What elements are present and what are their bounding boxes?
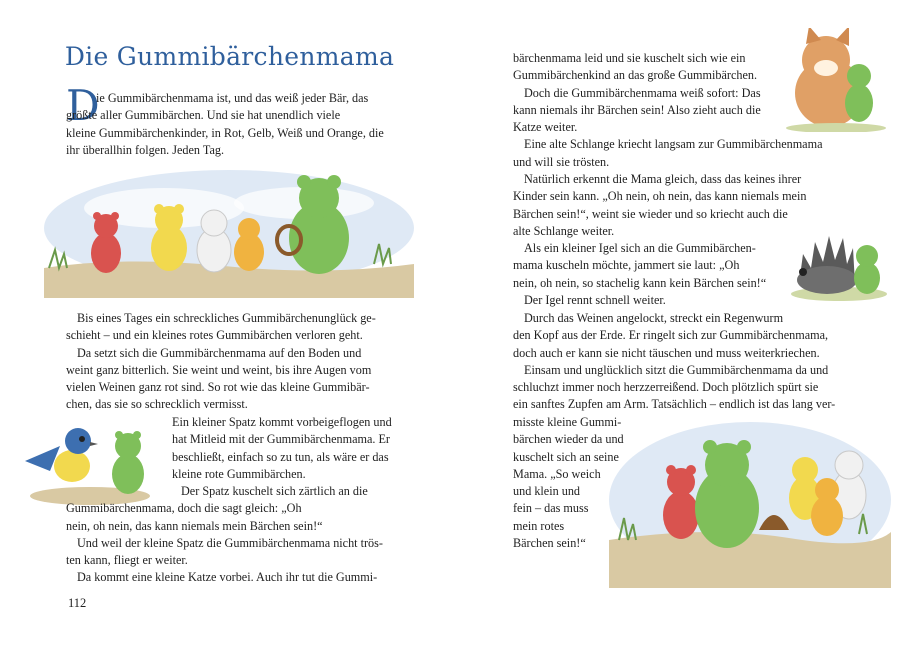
paragraph-unglueck bbox=[66, 310, 376, 414]
text-line: kleine Gummibärchenkinder, in Rot, Gelb, Weiß und Orange, die bbox=[66, 125, 384, 140]
text-line: kann niemals ihr Bärchen sein! Also zieht auch die bbox=[513, 102, 761, 117]
text-line: Einsam und unglücklich sitzt die Gummibärchenmama da und bbox=[524, 362, 829, 377]
text-line: Kinder sein kann. „Oh nein, oh nein, das kann niemals mein bbox=[513, 189, 807, 204]
text-line: doch auch er kann sie nicht täuschen und muss weiterkriechen. bbox=[513, 345, 820, 360]
text-line: hat Mitleid mit der Gummibärchenmama. Er bbox=[172, 432, 390, 447]
illustration-reunion bbox=[609, 420, 891, 588]
text-line: Der Spatz kuschelt sich zärtlich an die bbox=[181, 484, 368, 498]
text-line: Und weil der kleine Spatz die Gummibärchenmama nicht trös- bbox=[77, 535, 383, 550]
text-line: ten kann, fliegt er weiter. bbox=[66, 553, 188, 568]
text-line: mama kuscheln möchte, jammert sie laut: „Oh bbox=[513, 258, 740, 273]
illustration-bears-walking bbox=[44, 168, 414, 298]
text-line: vielen Weinen ganz rot sind. So rot wie das kleine Gummibär- bbox=[66, 380, 370, 395]
text-line: schieht – und ein kleines rotes Gummibärchen verloren geht. bbox=[66, 328, 363, 343]
text-line: Durch das Weinen angelockt, streckt ein Regenwurm bbox=[524, 311, 784, 325]
red-bear bbox=[91, 212, 121, 273]
text-line: misste kleine Gummi- bbox=[513, 415, 622, 429]
text-line: Katze weiter. bbox=[513, 120, 578, 135]
text-line: Da kommt eine kleine Katze vorbei. Auch ihr tut die Gummi- bbox=[77, 570, 378, 585]
text-line: Mama. „So weich bbox=[513, 466, 601, 481]
red-bear bbox=[663, 465, 699, 539]
text-line: Gummibärchenmama, doch die sagt gleich: „Oh bbox=[66, 501, 302, 516]
text-line: Doch die Gummibärchenmama weiß sofort: Das bbox=[524, 85, 761, 100]
paragraph-igel bbox=[513, 240, 766, 309]
text-line: Bärchen sein!“, weint sie wieder und so kriecht auch die bbox=[513, 206, 788, 221]
text-line: größte aller Gummibärchen. Und sie hat unendlich viele bbox=[66, 108, 341, 123]
text-line: Gummibärchenkind an das große Gummibärchen. bbox=[513, 68, 758, 83]
text-line: kuschelt sich an seine bbox=[513, 449, 619, 464]
page-number: 112 bbox=[68, 596, 87, 610]
text-line: den Kopf aus der Erde. Er ringelt sich zur Gummibärchenmama, bbox=[513, 328, 829, 343]
text-line: nein, oh nein, das kann niemals mein Bärchen sein!“ bbox=[66, 518, 323, 533]
text-line: alte Schlange weiter. bbox=[513, 223, 615, 238]
text-line: Der Igel rennt schnell weiter. bbox=[524, 292, 666, 307]
text-line: bärchen wieder da und bbox=[513, 432, 624, 447]
text-line: bärchenmama leid und sie kuschelt sich wie ein bbox=[513, 51, 746, 65]
text-line: Natürlich erkennt die Mama gleich, dass das keines ihrer bbox=[524, 172, 802, 187]
paragraph-spatz-kuschelt bbox=[66, 483, 383, 587]
text-line: nein, oh nein, so stachelig kann kein Bärchen sein!“ bbox=[513, 275, 767, 290]
text-line: Da setzt sich die Gummibärchenmama auf den Boden und bbox=[77, 345, 362, 360]
text-line: und will sie trösten. bbox=[513, 154, 610, 169]
text-line: kleine rote Gummibärchen. bbox=[172, 466, 306, 481]
text-line: fein – das muss bbox=[513, 501, 589, 516]
text-line: beschließt, einfach so zu tun, als wäre er das bbox=[172, 449, 389, 464]
text-line: schluchzt immer noch herzzerreißend. Doch plötzlich spürt sie bbox=[513, 380, 819, 395]
text-line: ihr überallhin folgen. Jeden Tag. bbox=[66, 142, 224, 157]
paragraph-spatz bbox=[172, 414, 392, 483]
text-line: Eine alte Schlange kriecht langsam zur Gummibärchenmama bbox=[524, 137, 823, 152]
text-line: Als ein kleiner Igel sich an die Gummibärchen- bbox=[524, 241, 756, 255]
text-line: und klein und bbox=[513, 484, 581, 499]
story-title: Die Gummibärchenmama bbox=[64, 42, 395, 71]
text-line: Bärchen sein!“ bbox=[513, 536, 586, 551]
illustration-hedgehog bbox=[789, 224, 889, 302]
text-line: chen, das sie so schrecklich vermisst. bbox=[66, 397, 248, 412]
paragraph-ende bbox=[513, 414, 624, 552]
intro-paragraph bbox=[66, 90, 384, 159]
text-line: Ein kleiner Spatz kommt vorbeigeflogen und bbox=[172, 415, 392, 429]
text-line: Bis eines Tages ein schreckliches Gummibärchenunglück ge- bbox=[77, 311, 376, 325]
text-line: ie Gummibärchenmama ist, und das weiß jeder Bär, das bbox=[96, 91, 369, 105]
text-line: ein sanftes Zupfen am Arm. Tatsächlich – endlich ist das lang ver- bbox=[513, 397, 836, 412]
paragraph-regenwurm bbox=[513, 310, 835, 414]
right-page bbox=[459, 0, 918, 648]
text-line: weint ganz bitterlich. Sie weint und weint, bis ihre Augen vom bbox=[66, 362, 372, 377]
text-line: mein rotes bbox=[513, 518, 565, 533]
drop-cap: D bbox=[66, 81, 100, 130]
paragraph-katze bbox=[513, 50, 822, 240]
